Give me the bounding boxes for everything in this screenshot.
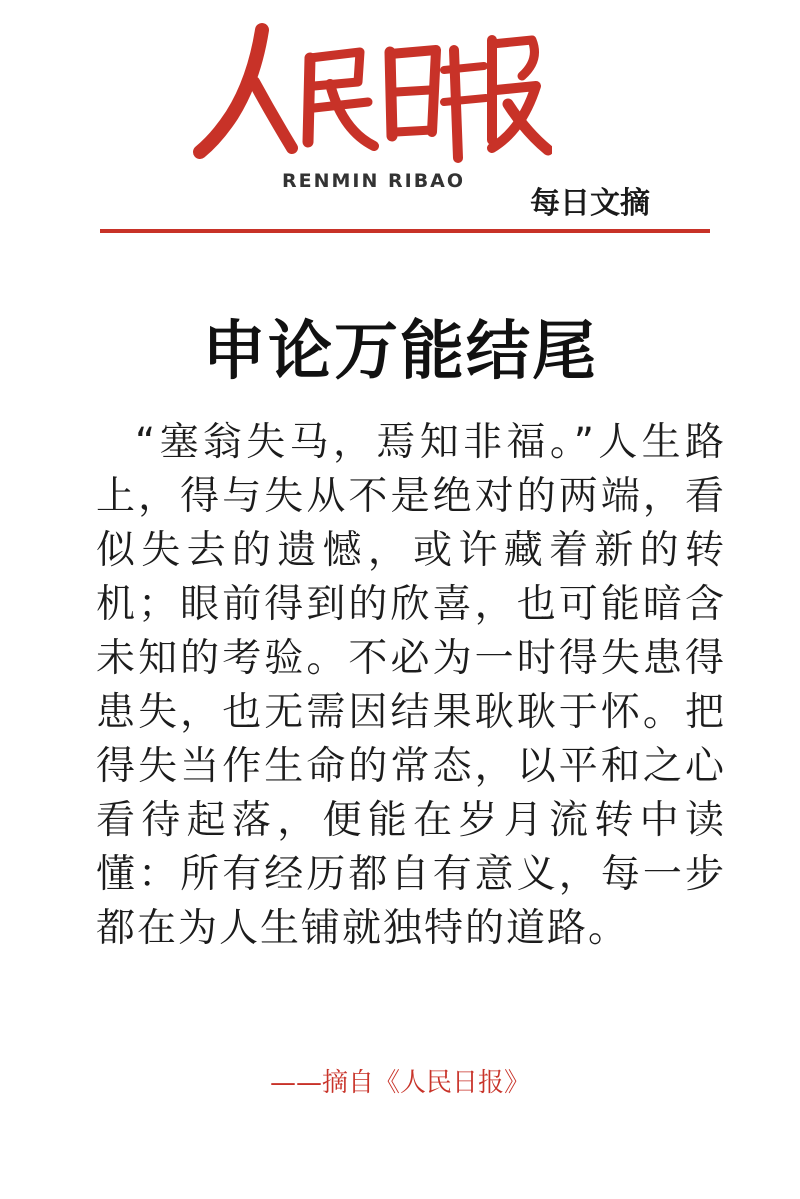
article-title: 申论万能结尾	[202, 315, 598, 389]
masthead	[0, 0, 800, 240]
article-source: ——摘自《人民日报》	[269, 1068, 530, 1098]
header-divider	[100, 229, 710, 233]
newspaper-logo	[192, 20, 552, 170]
logo-romanization: RENMIN RIBAO	[282, 170, 466, 192]
column-name: 每日文摘	[530, 186, 650, 221]
article-body: “塞翁失马，焉知非福。”人生路上，得与失从不是绝对的两端，看似失去的遗憾，或许藏着新的转机；眼前得到的欣喜，也可能暗含未知的考验。不必为一时得失患得患失，也无需因结果耿耿于怀。把得失当作生命的常态，以平和之心看待起落，便能在岁月流转中读懂：所有经历都自有意义，每一步都在为人生铺就独特的道路。	[96, 420, 726, 951]
